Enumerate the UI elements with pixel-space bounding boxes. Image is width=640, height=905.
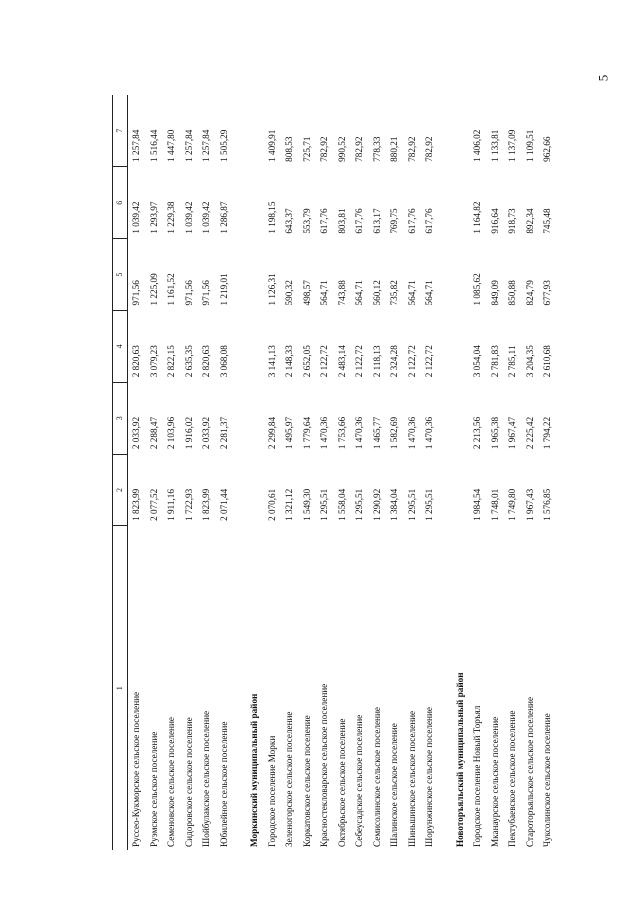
value-cell: 1 225,09 [148, 273, 159, 306]
value-cell: 2 122,72 [406, 345, 417, 378]
value-cell: 2 483,14 [336, 345, 347, 378]
settlement-name: Октябрьское сельское поселение [336, 718, 347, 847]
value-cell [439, 454, 452, 526]
table-row [181, 95, 199, 850]
value-cell: 1 470,36 [319, 416, 330, 450]
value-cell: 782,92 [424, 136, 435, 162]
district-name: Новоторъяльский муниципальный район [454, 672, 465, 847]
value-cell: 1 505,29 [218, 129, 229, 162]
value-cell: 1 133,81 [489, 129, 500, 162]
table-row [198, 95, 216, 850]
value-cell: 1 558,04 [336, 488, 347, 521]
value-cell: 2 281,37 [218, 416, 229, 450]
settlement-name: Мканаурское сельское поселение [489, 716, 500, 847]
settlement-name: Городское поселение Новый Торъял [472, 705, 483, 847]
value-cell: 677,93 [542, 280, 553, 306]
value-cell: 553,79 [301, 208, 312, 234]
value-cell: 1 779,64 [301, 416, 312, 450]
value-cell: 880,21 [389, 136, 400, 162]
settlement-name: Зеленогорское сельское поселение [284, 711, 295, 847]
value-cell: 2 652,05 [301, 345, 312, 378]
value-cell: 2 610,68 [542, 345, 553, 378]
value-cell: 782,92 [319, 136, 330, 162]
table-row [539, 95, 557, 850]
value-cell: 3 068,08 [218, 345, 229, 378]
value-cell: 1 164,82 [472, 201, 483, 234]
spacer-row [439, 95, 452, 850]
settlement-name: Шойбулакское сельское поселение [201, 710, 212, 847]
value-cell: 2 103,96 [166, 416, 177, 450]
value-cell: 1 465,77 [371, 416, 382, 450]
value-cell: 1 295,51 [424, 488, 435, 521]
table-row [386, 95, 404, 850]
value-cell: 1 916,02 [183, 416, 194, 450]
table-row [404, 95, 422, 850]
value-cell: 2 299,84 [266, 416, 277, 450]
value-cell: 1 406,02 [472, 129, 483, 162]
value-cell: 735,82 [389, 280, 400, 306]
table-body [128, 95, 557, 850]
value-cell [246, 95, 264, 167]
column-header: 7 [113, 95, 128, 167]
value-cell: 613,17 [371, 208, 382, 234]
table-row [281, 95, 299, 850]
settlement-name: Коркатовское сельское поселение [301, 715, 312, 847]
settlement-name [233, 526, 246, 850]
value-cell: 778,33 [371, 136, 382, 162]
value-cell: 590,32 [284, 280, 295, 306]
value-cell: 769,75 [389, 208, 400, 234]
value-cell: 564,71 [354, 280, 365, 306]
value-cell: 1 229,38 [166, 201, 177, 234]
value-cell: 3 204,35 [524, 345, 535, 378]
value-cell: 1 722,93 [183, 488, 194, 521]
value-cell: 2 820,63 [201, 345, 212, 378]
settlement-name: Пектубаевское сельское поселение [507, 710, 518, 847]
value-cell: 745,48 [542, 208, 553, 234]
value-cell: 617,76 [354, 208, 365, 234]
value-cell: 1 257,84 [131, 129, 142, 162]
settlement-name: Староторъяльское сельское поселение [524, 696, 535, 847]
table-row [369, 95, 387, 850]
value-cell [439, 310, 452, 382]
value-cell: 564,71 [406, 280, 417, 306]
value-cell: 849,09 [489, 280, 500, 306]
value-cell: 1 198,15 [266, 201, 277, 234]
value-cell: 1 295,51 [319, 488, 330, 521]
value-cell [246, 310, 264, 382]
column-header: 3 [113, 382, 128, 454]
value-cell: 1 495,97 [284, 416, 295, 450]
value-cell: 782,92 [354, 136, 365, 162]
value-cell: 1 549,30 [301, 488, 312, 521]
column-header: 5 [113, 239, 128, 311]
value-cell: 1 295,51 [406, 488, 417, 521]
settlement-name: Городское поселение Морки [266, 735, 277, 847]
value-cell: 971,56 [131, 280, 142, 306]
value-cell: 2 288,47 [148, 416, 159, 450]
value-cell: 1 039,42 [131, 201, 142, 234]
value-cell: 617,76 [424, 208, 435, 234]
value-cell: 971,56 [201, 280, 212, 306]
value-cell: 918,73 [507, 208, 518, 234]
value-cell: 1 293,97 [148, 201, 159, 234]
value-cell: 962,66 [542, 136, 553, 162]
value-cell: 1 911,16 [166, 489, 177, 521]
value-cell: 971,56 [183, 280, 194, 306]
value-cell [246, 382, 264, 454]
settlement-name: Шорунжинское сельское поселение [424, 707, 435, 847]
value-cell [233, 310, 246, 382]
value-cell: 1 290,92 [371, 488, 382, 521]
value-cell: 1 470,36 [354, 416, 365, 450]
settlement-name: Сидоровское сельское поселение [183, 717, 194, 847]
value-cell: 2 213,56 [472, 416, 483, 450]
value-cell: 3 054,04 [472, 345, 483, 378]
settlement-name: Шиньшинское сельское поселение [406, 710, 417, 847]
settlement-name: Чуксолинское сельское поселение [542, 713, 553, 847]
value-cell: 1 257,84 [183, 129, 194, 162]
table-row [163, 95, 181, 850]
value-cell: 803,81 [336, 208, 347, 234]
value-cell [246, 167, 264, 239]
district-header-row [246, 95, 264, 850]
value-cell [452, 95, 470, 167]
value-cell: 1 085,62 [472, 273, 483, 306]
value-cell: 643,37 [284, 208, 295, 234]
value-cell: 1 109,51 [524, 129, 535, 162]
value-cell: 1 516,44 [148, 129, 159, 162]
value-cell: 2 225,42 [524, 416, 535, 450]
value-cell: 2 785,11 [507, 345, 518, 378]
table-row [351, 95, 369, 850]
table-row [334, 95, 352, 850]
value-cell: 2 070,61 [266, 488, 277, 521]
rotated-table-container [112, 95, 553, 850]
value-cell [246, 239, 264, 311]
value-cell: 990,52 [336, 136, 347, 162]
value-cell: 2 324,28 [389, 345, 400, 378]
table-row [146, 95, 164, 850]
value-cell: 1 039,42 [183, 201, 194, 234]
column-header: 1 [113, 526, 128, 850]
value-cell [233, 167, 246, 239]
value-cell: 1 823,99 [131, 488, 142, 521]
table-row [316, 95, 334, 850]
value-cell: 1 749,80 [507, 488, 518, 521]
value-cell [246, 454, 264, 526]
value-cell: 1 257,84 [201, 129, 212, 162]
settlement-name: Себеусадское сельское поселение [354, 714, 365, 847]
settlement-name: Шалинское сельское поселение [389, 723, 400, 847]
value-cell: 2 822,15 [166, 345, 177, 378]
value-cell: 1 321,12 [284, 488, 295, 521]
value-cell [439, 167, 452, 239]
value-cell: 1 748,01 [489, 488, 500, 521]
value-cell: 892,34 [524, 208, 535, 234]
value-cell: 1 794,22 [542, 416, 553, 450]
value-cell: 2 122,72 [354, 345, 365, 378]
settlement-name: Руссео-Кукморское сельское поселение [131, 691, 142, 847]
table-row [128, 95, 146, 850]
value-cell [439, 239, 452, 311]
value-cell: 2 148,33 [284, 345, 295, 378]
value-cell: 850,88 [507, 280, 518, 306]
value-cell: 2 071,44 [218, 488, 229, 521]
value-cell: 824,79 [524, 280, 535, 306]
value-cell [452, 310, 470, 382]
value-cell [233, 454, 246, 526]
value-cell: 725,71 [301, 136, 312, 162]
value-cell: 564,71 [319, 280, 330, 306]
value-cell: 1 965,38 [489, 416, 500, 450]
column-header: 2 [113, 454, 128, 526]
value-cell: 2 033,92 [131, 416, 142, 450]
value-cell: 2 122,72 [319, 345, 330, 378]
value-cell: 1 576,85 [542, 488, 553, 521]
value-cell: 1 470,36 [424, 416, 435, 450]
value-cell: 617,76 [319, 208, 330, 234]
value-cell: 560,12 [371, 280, 382, 306]
value-cell [452, 239, 470, 311]
table-row [504, 95, 522, 850]
table-row [487, 95, 505, 850]
value-cell [439, 95, 452, 167]
value-cell: 1 447,80 [166, 129, 177, 162]
value-cell: 1 753,66 [336, 416, 347, 450]
value-cell: 808,53 [284, 136, 295, 162]
settlement-name: Красностекловарское сельское поселение [319, 683, 330, 847]
value-cell: 782,92 [406, 136, 417, 162]
value-cell [452, 382, 470, 454]
settlement-name [439, 526, 452, 850]
value-cell: 1 470,36 [406, 416, 417, 450]
tariff-table [112, 95, 557, 850]
value-cell: 1 137,09 [507, 129, 518, 162]
table-row [216, 95, 234, 850]
value-cell: 1 384,04 [389, 488, 400, 521]
value-cell: 3 141,13 [266, 345, 277, 378]
value-cell [233, 382, 246, 454]
value-cell: 617,76 [406, 208, 417, 234]
table-row [469, 95, 487, 850]
settlement-name: Юбилейное сельское поселение [218, 721, 229, 847]
value-cell: 2 033,92 [201, 416, 212, 450]
value-cell: 3 079,23 [148, 345, 159, 378]
value-cell: 1 409,91 [266, 129, 277, 162]
table-row [264, 95, 282, 850]
value-cell: 1 039,42 [201, 201, 212, 234]
value-cell: 1 582,69 [389, 416, 400, 450]
value-cell [452, 454, 470, 526]
column-header: 4 [113, 310, 128, 382]
value-cell: 564,71 [424, 280, 435, 306]
value-cell: 2 122,72 [424, 345, 435, 378]
value-cell: 2 635,35 [183, 345, 194, 378]
column-header: 6 [113, 167, 128, 239]
value-cell [452, 167, 470, 239]
value-cell: 2 781,83 [489, 345, 500, 378]
value-cell: 1 823,99 [201, 488, 212, 521]
district-header-row [452, 95, 470, 850]
district-name: Моркинский муниципальный район [249, 693, 260, 847]
value-cell: 1 161,52 [166, 273, 177, 306]
value-cell: 2 118,13 [371, 345, 382, 378]
settlement-name: Руэмское сельское поселение [148, 731, 159, 847]
spacer-row [233, 95, 246, 850]
value-cell: 1 967,47 [507, 416, 518, 450]
value-cell: 1 984,54 [472, 488, 483, 521]
value-cell: 1 219,01 [218, 273, 229, 306]
table-row [522, 95, 540, 850]
table-row [299, 95, 317, 850]
page-number: 5 [595, 74, 611, 82]
value-cell: 2 077,52 [148, 488, 159, 521]
value-cell: 743,88 [336, 280, 347, 306]
settlement-name: Семисолинское сельское поселение [371, 707, 382, 847]
value-cell [439, 382, 452, 454]
value-cell: 1 295,51 [354, 488, 365, 521]
table-row [421, 95, 439, 850]
value-cell: 916,64 [489, 208, 500, 234]
value-cell [233, 95, 246, 167]
value-cell [233, 239, 246, 311]
value-cell: 1 126,31 [266, 273, 277, 306]
value-cell: 2 820,63 [131, 345, 142, 378]
value-cell: 1 286,87 [218, 201, 229, 234]
value-cell: 1 967,43 [524, 488, 535, 521]
settlement-name: Семеновское сельское поселение [166, 717, 177, 847]
value-cell: 498,57 [301, 280, 312, 306]
table-header-row [113, 95, 128, 850]
